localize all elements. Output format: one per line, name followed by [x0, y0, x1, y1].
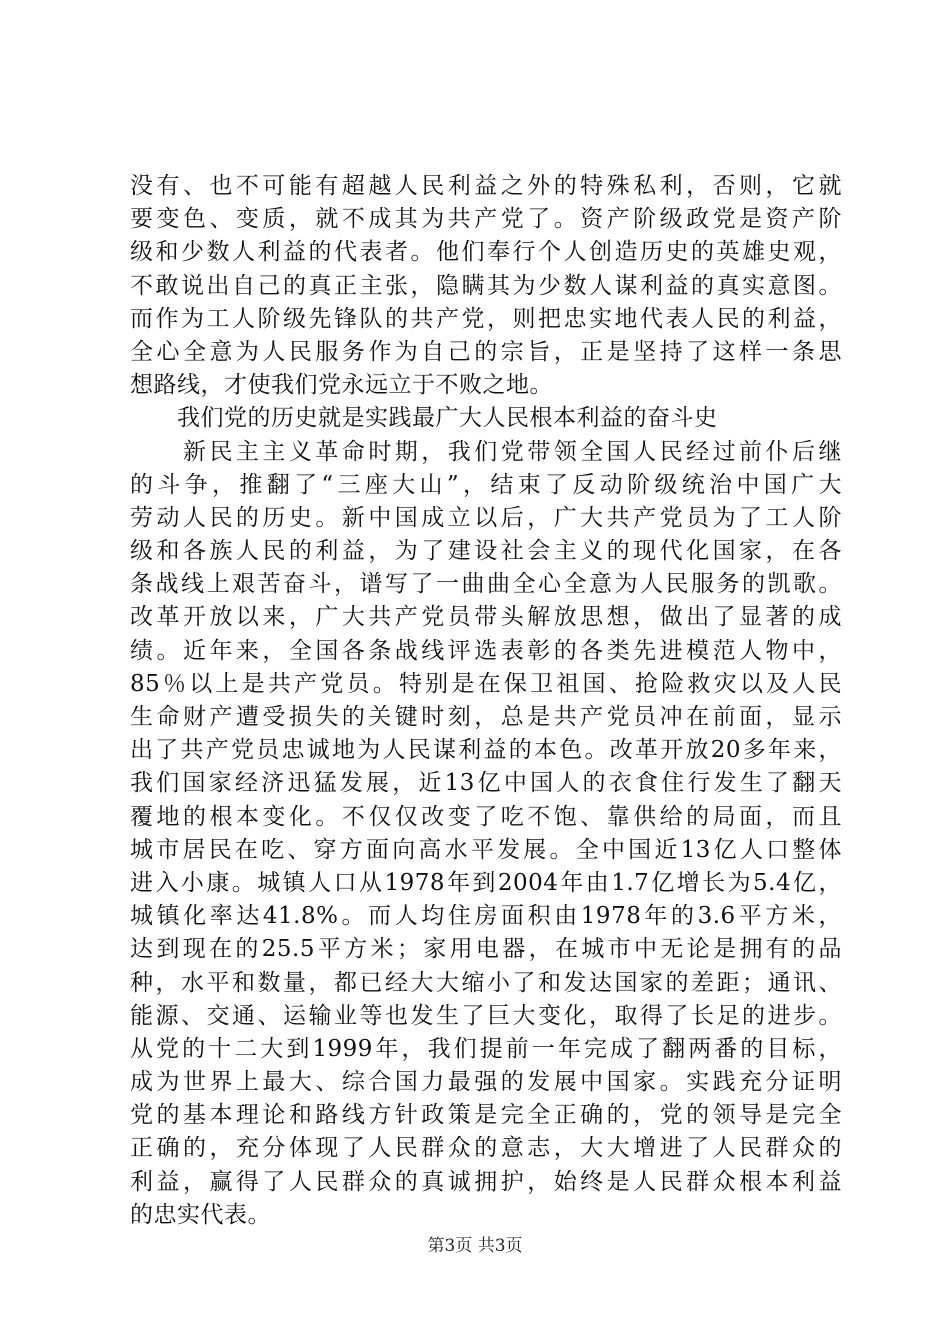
- text-line: 正确的，充分体现了人民群众的意志，大大增进了人民群众的: [130, 1135, 842, 1162]
- text-line: 种，水平和数量，都已经大大缩小了和发达国家的差距；通讯、: [130, 969, 842, 996]
- text-line: 而作为工人阶级先锋队的共产党，则把忠实地代表人民的利益，: [130, 305, 842, 332]
- text-line: 的斗争，推翻了“三座大山”，结束了反动阶级统治中国广大: [130, 471, 842, 498]
- text-line: 城市居民在吃、穿方面向高水平发展。全中国近13亿人口整体: [130, 836, 842, 863]
- text-line: 生命财产遭受损失的关键时刻，总是共产党员冲在前面，显示: [130, 704, 842, 730]
- text-line: 成为世界上最大、综合国力最强的发展中国家。实践充分证明: [130, 1069, 842, 1096]
- section-heading: 我们党的历史就是实践最广大人民根本利益的奋斗史: [130, 405, 718, 432]
- text-line: 级和少数人利益的代表者。他们奉行个人创造历史的英雄史观，: [130, 239, 842, 266]
- text-line: 出了共产党员忠诚地为人民谋利益的本色。改革开放20多年来，: [130, 737, 842, 764]
- page-number: 第3页 共3页: [427, 1236, 523, 1256]
- page-footer: [0, 1236, 950, 1256]
- text-line: 条战线上艰苦奋斗，谱写了一曲曲全心全意为人民服务的凯歌。: [130, 571, 842, 598]
- text-line: 城镇化率达41.8%。而人均住房面积由1978年的3.6平方米，: [130, 903, 842, 930]
- text-line: 的忠实代表。: [130, 1201, 271, 1228]
- text-line: 我们国家经济迅猛发展，近13亿中国人的衣食住行发生了翻天: [130, 770, 842, 797]
- text-line: 从党的十二大到1999年，我们提前一年完成了翻两番的目标，: [130, 1035, 842, 1062]
- body-text: [130, 170, 842, 1232]
- text-line: 没有、也不可能有超越人民利益之外的特殊私利，否则，它就: [130, 173, 842, 199]
- text-line: 劳动人民的历史。新中国成立以后，广大共产党员为了工人阶: [130, 504, 842, 531]
- text-line: 想路线，才使我们党永远立于不败之地。: [130, 372, 553, 399]
- text-line: 覆地的根本变化。不仅仅改变了吃不饱、靠供给的局面，而且: [130, 803, 842, 830]
- text-line: 要变色、变质，就不成其为共产党了。资产阶级政党是资产阶: [130, 206, 842, 233]
- text-line: 党的基本理论和路线方针政策是完全正确的，党的领导是完全: [130, 1102, 842, 1129]
- text-line: 不敢说出自己的真正主张，隐瞒其为少数人谋利益的真实意图。: [130, 272, 842, 299]
- text-line: 能源、交通、运输业等也发生了巨大变化，取得了长足的进步。: [130, 1002, 842, 1029]
- text-line: 改革开放以来，广大共产党员带头解放思想，做出了显著的成: [130, 604, 842, 631]
- text-line: 85％以上是共产党员。特别是在保卫祖国、抢险救灾以及人民: [130, 670, 842, 697]
- text-line: 全心全意为人民服务作为自己的宗旨，正是坚持了这样一条思: [130, 338, 842, 365]
- text-line: 级和各族人民的利益，为了建设社会主义的现代化国家，在各: [130, 538, 842, 565]
- text-line: 进入小康。城镇人口从1978年到2004年由1.7亿增长为5.4亿，: [130, 869, 842, 896]
- text-line: 利益，赢得了人民群众的真诚拥护，始终是人民群众根本利益: [130, 1168, 842, 1195]
- text-line: 达到现在的25.5平方米；家用电器，在城市中无论是拥有的品: [130, 936, 842, 963]
- text-line: 新民主主义革命时期，我们党带领全国人民经过前仆后继: [130, 438, 842, 465]
- text-line: 绩。近年来，全国各条战线评选表彰的各类先进模范人物中，: [130, 637, 842, 664]
